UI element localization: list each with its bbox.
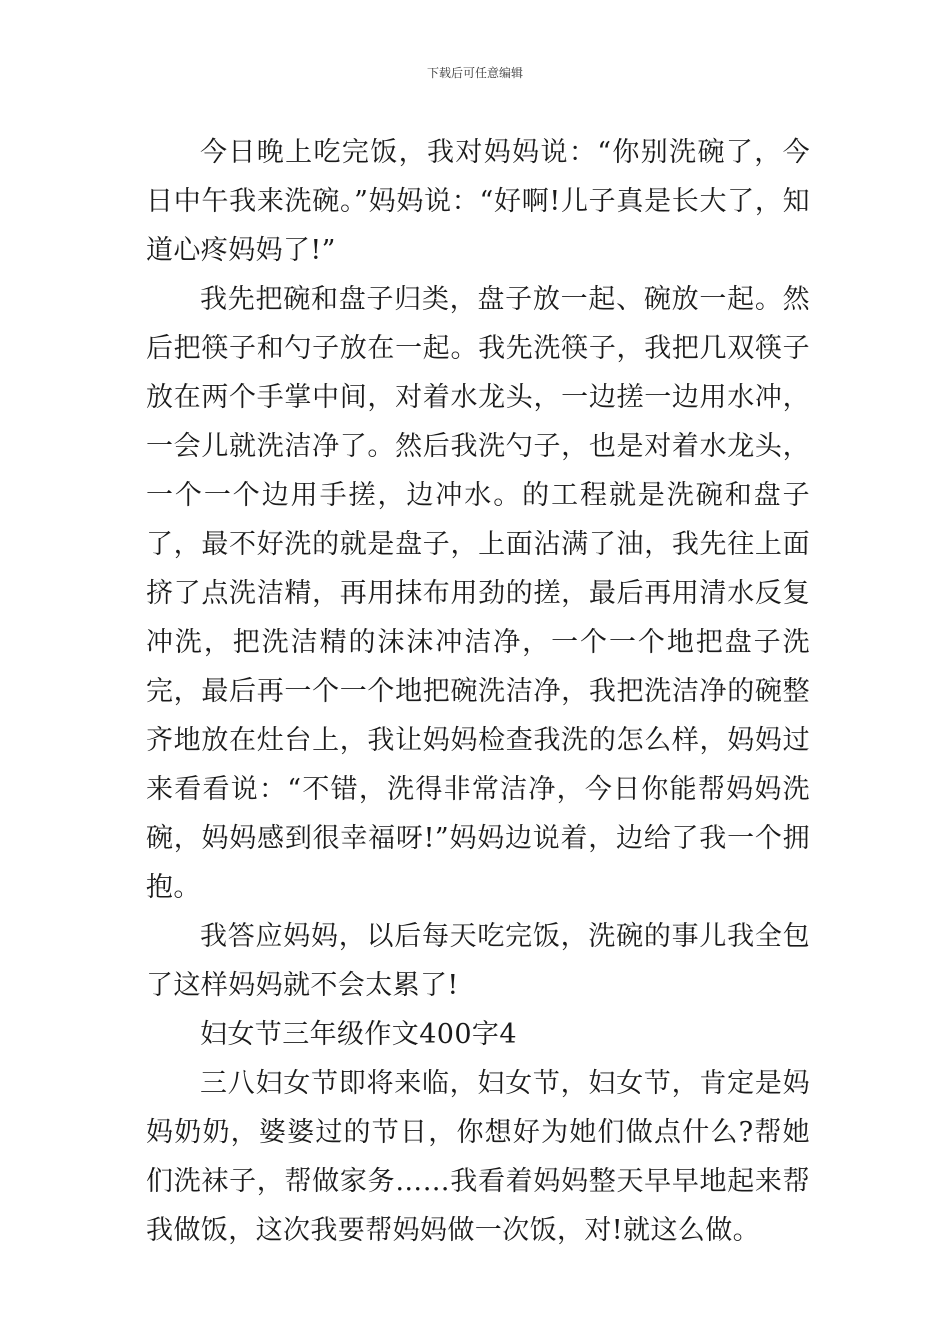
page-header: 下载后可任意编辑	[426, 66, 523, 80]
paragraph-womens-day: 三八妇女节即将来临，妇女节，妇女节，肯定是妈妈奶奶，婆婆过的节日，你想好为她们做点什么?帮她们洗袜子，帮做家务……我看着妈妈整天早早地起来帮我做饭，这次我要帮妈妈做一次饭，对!就这么做。	[146, 1068, 810, 1246]
section-title: 妇女节三年级作文400字4	[200, 1019, 517, 1050]
document-body	[146, 128, 810, 1255]
paragraph-promise: 我答应妈妈，以后每天吃完饭，洗碗的事儿我全包了这样妈妈就不会太累了!	[146, 921, 810, 1001]
paragraph-washing-dishes: 我先把碗和盘子归类，盘子放一起、碗放一起。然后把筷子和勺子放在一起。我先洗筷子，我把几双筷子放在两个手掌中间，对着水龙头，一边搓一边用水冲，一会儿就洗洁净了。然后我洗勺子，也是对着水龙头，一个一个边用手搓，边冲水。的工程就是洗碗和盘子了，最不好洗的就是盘子，上面沾满了油，我先往上面挤了点洗洁精，再用抹布用劲的搓，最后再用清水反复冲洗，把洗洁精的沫沫冲洁净，一个一个地把盘子洗完，最后再一个一个地把碗洗洁净，我把洗洁净的碗整齐地放在灶台上，我让妈妈检查我洗的怎么样，妈妈过来看看说：“不错，洗得非常洁净，今日你能帮妈妈洗碗，妈妈感到很幸福呀!”妈妈边说着，边给了我一个拥抱。	[146, 284, 810, 903]
paragraph-dinner-dialogue: 今日晚上吃完饭，我对妈妈说：“你别洗碗了，今日中午我来洗碗。”妈妈说：“好啊!儿子真是长大了，知道心疼妈妈了!”	[146, 137, 810, 266]
